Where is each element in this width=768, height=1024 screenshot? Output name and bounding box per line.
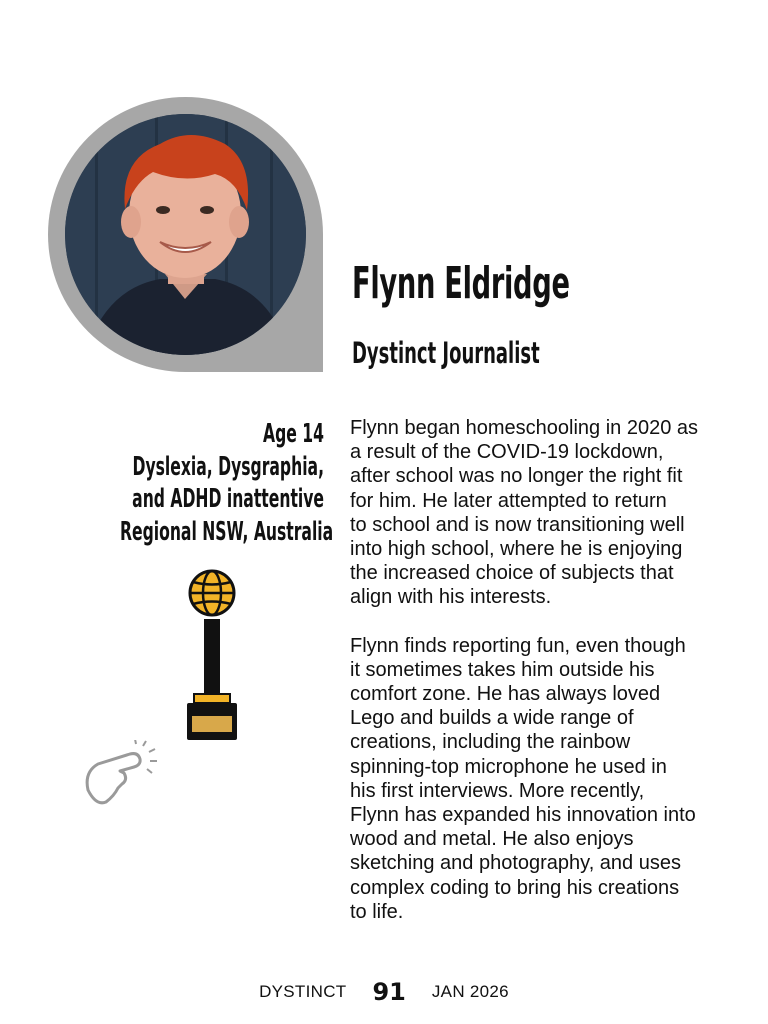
profile-role: Dystinct Journalist — [352, 336, 540, 370]
bio-paragraph: Flynn finds reporting fun, even though it sometimes takes him outside his comfort zone. He has always loved Lego and builds a wide range of creations, including the rainbow spinning-top microphone he used in his first interviews. More recently, Flynn has expanded his innovation into wood and metal. He also enjoys sketching and photography, and uses complex coding to bring his creations to life. — [350, 634, 696, 923]
detail-age: Age 14 — [263, 419, 324, 449]
footer-publication: DYSTINCT — [259, 982, 347, 1001]
profile-photo — [65, 114, 306, 355]
bio-paragraph: Flynn began homeschooling in 2020 as a result of the COVID-19 lockdown, after school was no longer the right fit for him. He later attempted to return to school and is now transitioning well into high school, where he is enjoying the increased choice of subjects that align with his interests. — [350, 417, 699, 609]
page-footer — [0, 972, 768, 1012]
profile-name: Flynn Eldridge — [352, 258, 570, 309]
footer-page-number: 91 — [372, 978, 406, 1006]
profile-details — [0, 418, 334, 548]
pointing-hand-icon — [80, 740, 160, 815]
profile-photo-frame — [48, 97, 323, 372]
footer-date: JAN 2026 — [431, 982, 509, 1001]
detail-condition-1: Dyslexia, Dysgraphia, — [132, 451, 324, 482]
microphone-award-icon — [178, 566, 246, 751]
detail-location: Regional NSW, Australia — [119, 516, 334, 547]
detail-condition-2: and ADHD inattentive — [132, 484, 324, 514]
bio-text — [350, 416, 742, 948]
